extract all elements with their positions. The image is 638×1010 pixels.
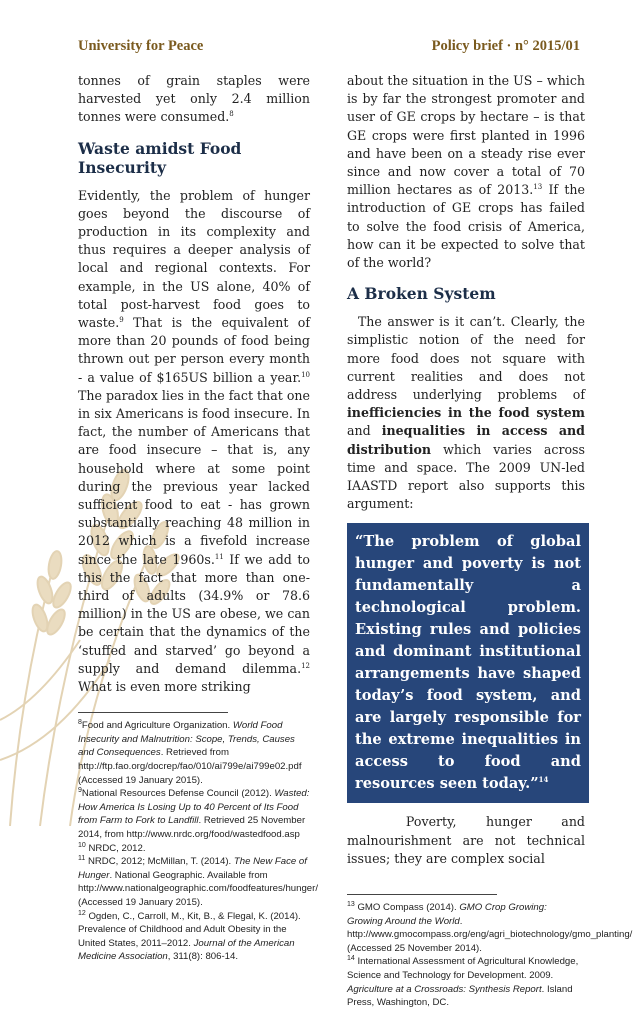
footnote-14: $^{14}$ International Assessment of Agricultural Knowledge, Science and Technology for Development. 2009. Agriculture at a Crossroads: Synthesis Report. Island Press, Washington, DC. [347, 955, 579, 1009]
right-column [347, 72, 633, 1010]
heading-a-broken-system: A Broken System [347, 284, 496, 304]
footnotes-right [347, 900, 633, 1010]
pull-quote-iaastd: “The problem of global hunger and poverty is not fundamentally a technological problem. Existing rules and policies and dominant institutional arrangements have shaped today’s food system, and are largely responsible for the extreme inequalities in access to food and resources seen today.”$^{14}$ [347, 523, 589, 803]
footnote-divider-right [347, 894, 497, 895]
body-paragraph-waste: Evidently, the problem of hunger goes beyond the discourse of production in its complexity and thus requires a deeper analysis of local and regional contexts. For example, in the US alone, 40% of total post-harvest food goes to waste.$^9$ That is the equivalent of more than 20 pounds of food being thrown out per person every month - a value of $165US billion a year.$^{10}$ The paradox lies in the fact that one in six Americans is food insecure. In fact, the number of Americans that are food insecure – that is, any household where at some point during the previous year lacked sufficient food to eat - has grown substantially reaching 48 million in 2012 which is a fivefold increase since the late 1960s.$^{11}$ If we add to this the fact that more than one-third of adults (34.9% or 78.6 million) in the US are obese, we can be certain that the dynamics of the ‘stuffed and starved’ go beyond a supply and demand dilemma.$^{12}$ What is even more striking [78, 187, 310, 695]
left-column [78, 72, 318, 964]
footnote-8: $^8$Food and Agriculture Organization. World Food Insecurity and Malnutrition: Scope, Trends, Causes and Consequences. Retrieved from http://ftp.fao.org/docrep/fao/010/ai799e/ai799e02.pdf (Accessed 19 January 2015). [78, 719, 302, 786]
heading-waste-amidst-food-insecurity: Waste amidst Food Insecurity [78, 138, 242, 177]
intro-paragraph: tonnes of grain staples were harvested yet only 2.4 million tonnes were consumed.$^8$ [78, 73, 310, 125]
footnote-13: $^{13}$ GMO Compass (2014). GMO Crop Growing: Growing Around the World. http://www.gmocompass.org/eng/agri_biotechnology/gmo_planting/ (Accessed 25 November 2014). [347, 900, 633, 954]
body-paragraph-broken-system: The answer is it can’t. Clearly, the simplistic notion of the need for more food does not square with current realities and does not address underlying problems of inefficiencies in the food system and inequalities in access and distribution which varies across time and space. The 2009 UN-led IAASTD report also supports this argument: [347, 314, 585, 512]
footnote-10: $^{10}$ NRDC, 2012. [78, 841, 146, 854]
footnote-divider [78, 712, 228, 713]
footnotes-left [78, 719, 318, 964]
page-header [78, 38, 580, 55]
footnote-9: $^9$National Resources Defense Council (2012). Wasted: How America Is Losing Up to 40 Percent of Its Food from Farm to Fork to Landfill. Retrieved 25 November 2014, from http://www.nrdc.org/food/wastedfood.asp [78, 787, 310, 841]
body-paragraph-ge-crops: about the situation in the US – which is by far the strongest promoter and user of GE crops by hectare – is that GE crops were first planted in 1996 and have been on a steady rise ever since and now cover a total of 70 million hectares as of 2013.13 If the introduction of GE crops has failed to solve the food crisis of America, how can it be expected to solve that of the world? [347, 73, 585, 271]
header-institution: University for Peace [78, 38, 204, 54]
body-paragraph-poverty: Poverty, hunger and malnourishment are not technical issues; they are complex social [347, 814, 585, 866]
header-policy-brief-number: Policy brief · n° 2015/01 [431, 38, 580, 54]
footnote-11: $^{11}$ NRDC, 2012; McMillan, T. (2014). The New Face of Hunger. National Geographic. Available from http://www.nationalgeographic.com/foodfeatures/hunger/ (Accessed 19 January 2015). [78, 855, 318, 909]
footnote-12: $^{12}$ Ogden, C., Carroll, M., Kit, B., & Flegal, K. (2014). Prevalence of Childhood and Adult Obesity in the United States, 2011–2012. Journal of the American Medicine Association, 311(8): 806-14. [78, 909, 301, 963]
